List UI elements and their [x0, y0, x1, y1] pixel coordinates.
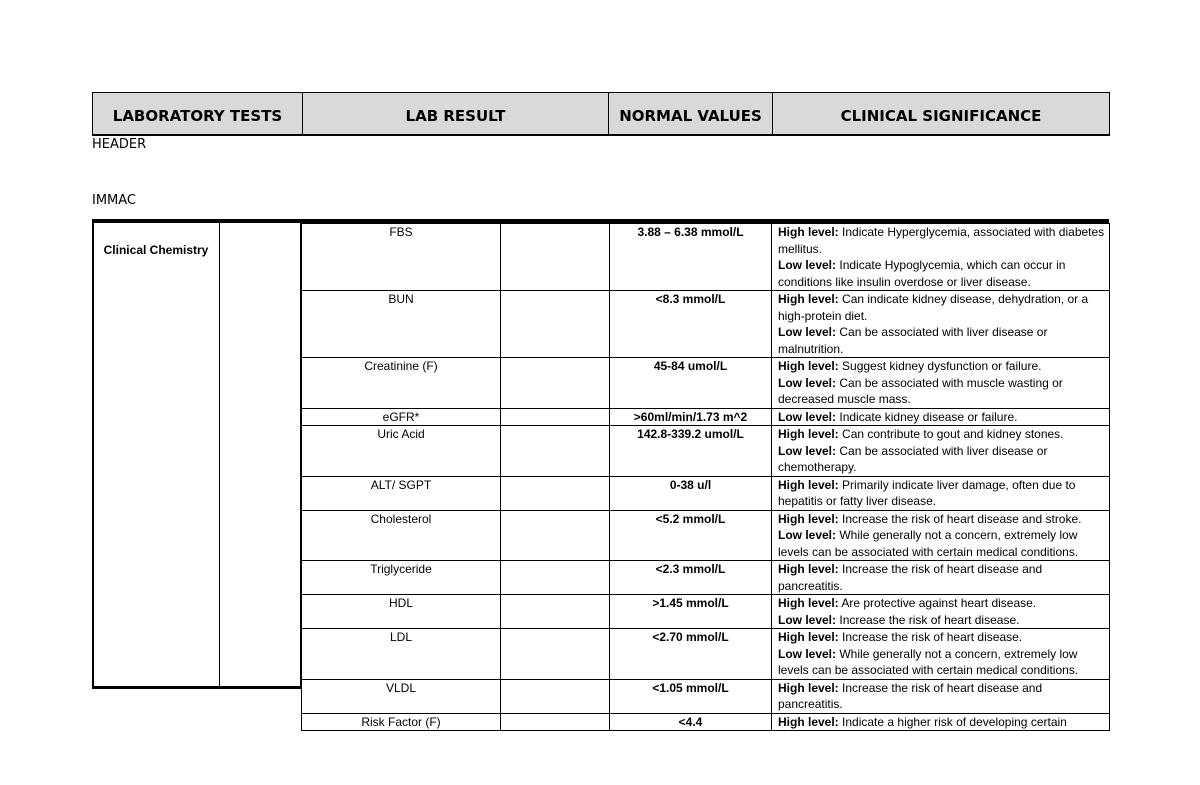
table-row [302, 224, 1110, 291]
section-box [92, 219, 301, 689]
normal-value: <8.3 mmol/L [610, 291, 772, 358]
level-text: Increase the risk of heart disease and stroke. [842, 511, 1082, 526]
normal-value: 3.88 – 6.38 mmol/L [610, 224, 772, 291]
level-label: High level: [778, 511, 839, 526]
lab-result-cell [501, 476, 610, 510]
lab-result-cell [501, 561, 610, 595]
level-label: Low level: [778, 528, 837, 542]
significance-note [778, 324, 1106, 357]
clinical-significance [772, 476, 1110, 510]
level-label: Low level: [778, 325, 837, 339]
lab-results-table [301, 223, 1110, 731]
level-label: Low level: [778, 646, 837, 661]
clinical-significance [772, 291, 1110, 358]
clinical-significance [772, 713, 1110, 731]
level-text: Indicate Hypoglycemia, which can occur in conditions like insulin overdose or liver disease. [778, 258, 1066, 289]
level-text: Indicate Hyperglycemia, associated with diabetes mellitus. [778, 225, 1105, 256]
normal-value: <2.3 mmol/L [610, 561, 772, 595]
level-label: High level: [778, 562, 839, 576]
significance-note [778, 527, 1106, 560]
table-row [302, 358, 1110, 409]
table-row [302, 561, 1110, 595]
normal-value: <5.2 mmol/L [610, 510, 772, 561]
significance-note [778, 291, 1106, 324]
significance-note [778, 257, 1106, 290]
lab-result-cell [501, 224, 610, 291]
normal-value: >60ml/min/1.73 m^2 [610, 408, 772, 426]
table-row [302, 679, 1110, 713]
lab-result-cell [501, 629, 610, 680]
clinical-significance [772, 679, 1110, 713]
significance-note [778, 375, 1106, 408]
level-label: High level: [778, 630, 839, 644]
clinical-significance [772, 358, 1110, 409]
test-name: Triglyceride [302, 561, 501, 595]
level-label: Low level: [778, 258, 837, 272]
significance-note [778, 561, 1106, 594]
table-row [302, 713, 1110, 731]
section-title: Clinical Chemistry [103, 243, 209, 257]
significance-note [778, 629, 1106, 646]
level-label: High level: [778, 225, 839, 239]
table-row [302, 426, 1110, 477]
test-name: BUN [302, 291, 501, 358]
normal-value: >1.45 mmol/L [610, 595, 772, 629]
level-label: Low level: [778, 375, 837, 390]
significance-note [778, 426, 1106, 443]
significance-note [778, 595, 1106, 612]
header-laboratory-tests: LABORATORY TESTS [93, 93, 303, 136]
level-text: Increase the risk of heart disease. [839, 612, 1020, 627]
level-text: Primarily indicate liver damage, often due to hepatitis or fatty liver disease. [778, 477, 1076, 508]
level-text: Increase the risk of heart disease and pancreatitis. [778, 680, 1043, 711]
level-text: Increase the risk of heart disease. [842, 630, 1023, 644]
test-name: VLDL [302, 679, 501, 713]
header-clinical-significance: CLINICAL SIGNIFICANCE [773, 93, 1110, 136]
normal-value: <1.05 mmol/L [610, 679, 772, 713]
significance-note [778, 612, 1106, 629]
header-lab-result: LAB RESULT [303, 93, 609, 136]
normal-value: <4.4 [610, 713, 772, 731]
test-name: FBS [302, 224, 501, 291]
lab-result-cell [501, 679, 610, 713]
significance-note [778, 358, 1106, 375]
test-name: LDL [302, 629, 501, 680]
test-name: HDL [302, 595, 501, 629]
level-text: Can contribute to gout and kidney stones. [842, 427, 1064, 441]
test-name: Cholesterol [302, 510, 501, 561]
header-normal-values: NORMAL VALUES [609, 93, 773, 136]
table-row [302, 595, 1110, 629]
level-text: Indicate a higher risk of developing certain [842, 714, 1067, 729]
level-text: Indicate kidney disease or failure. [839, 409, 1018, 424]
test-name: Creatinine (F) [302, 358, 501, 409]
test-name: eGFR* [302, 408, 501, 426]
significance-note [778, 409, 1106, 426]
normal-value: <2.70 mmol/L [610, 629, 772, 680]
level-label: High level: [778, 359, 839, 373]
level-label: Low level: [778, 612, 837, 627]
level-label: Low level: [778, 443, 837, 458]
clinical-significance [772, 629, 1110, 680]
test-name: ALT/ SGPT [302, 476, 501, 510]
level-text: Are protective against heart disease. [841, 596, 1037, 610]
lab-result-cell [501, 358, 610, 409]
level-label: Low level: [778, 409, 837, 424]
level-label: High level: [778, 714, 839, 729]
clinical-significance [772, 426, 1110, 477]
table-row [302, 510, 1110, 561]
significance-note [778, 646, 1106, 679]
lab-result-cell [501, 713, 610, 731]
table-row [302, 291, 1110, 358]
table-row [302, 476, 1110, 510]
level-label: High level: [778, 292, 839, 306]
lab-result-cell [501, 510, 610, 561]
normal-value: 142.8-339.2 umol/L [610, 426, 772, 477]
level-text: Can be associated with liver disease or chemotherapy. [778, 443, 1048, 474]
section-label: IMMAC [92, 193, 137, 208]
significance-note [778, 224, 1106, 257]
level-text: Increase the risk of heart disease and pancreatitis. [778, 562, 1043, 593]
level-label: High level: [778, 680, 839, 695]
level-text: Can be associated with liver disease or malnutrition. [778, 325, 1048, 356]
normal-value: 45-84 umol/L [610, 358, 772, 409]
test-name: Risk Factor (F) [302, 713, 501, 731]
lab-result-cell [501, 595, 610, 629]
significance-note [778, 443, 1106, 476]
lab-result-cell [501, 291, 610, 358]
level-label: High level: [778, 427, 839, 441]
significance-note [778, 680, 1106, 713]
significance-note [778, 714, 1106, 731]
significance-note [778, 511, 1106, 528]
level-label: High level: [778, 477, 839, 492]
table-row [302, 629, 1110, 680]
level-text: While generally not a concern, extremely low levels can be associated with certain medical conditions. [778, 646, 1079, 677]
clinical-significance [772, 510, 1110, 561]
clinical-significance [772, 595, 1110, 629]
level-text: Can be associated with muscle wasting or decreased muscle mass. [778, 375, 1063, 406]
test-name: Uric Acid [302, 426, 501, 477]
clinical-significance [772, 561, 1110, 595]
clinical-significance [772, 408, 1110, 426]
significance-note [778, 477, 1106, 510]
level-text: While generally not a concern, extremely low levels can be associated with certain medical conditions. [778, 528, 1079, 559]
lab-result-cell [501, 408, 610, 426]
header-placeholder-text: HEADER [92, 137, 147, 152]
table-row [302, 408, 1110, 426]
section-divider [219, 223, 220, 689]
lab-result-cell [501, 426, 610, 477]
clinical-significance [772, 224, 1110, 291]
level-text: Can indicate kidney disease, dehydration, or a high-protein diet. [778, 292, 1089, 323]
column-header-table [92, 92, 1110, 136]
level-text: Suggest kidney dysfunction or failure. [842, 359, 1042, 373]
level-label: High level: [778, 596, 839, 610]
normal-value: 0-38 u/l [610, 476, 772, 510]
